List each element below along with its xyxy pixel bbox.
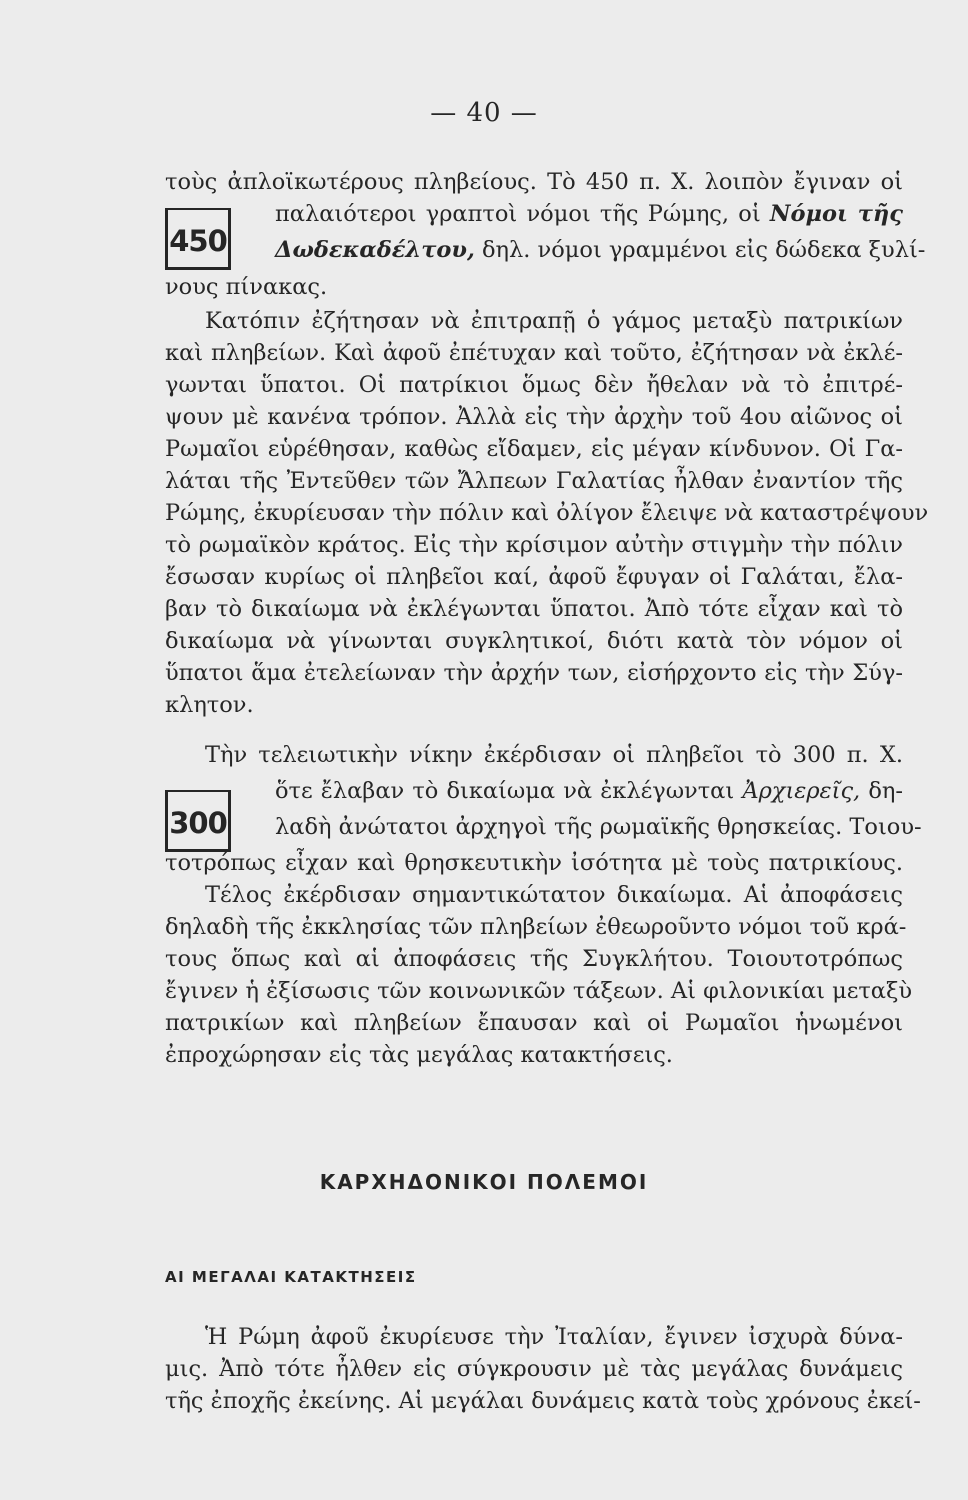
text-line: γωνται ὕπατοι. Οἱ πατρίκιοι ὅμως δὲν ἤθελαν νὰ τὸ ἐπιτρέ- [165,372,903,398]
text-line [275,235,926,265]
section-heading: ΑΙ ΜΕΓΑΛΑΙ ΚΑΤΑΚΤΗΣΕΙΣ [165,1268,417,1286]
text-line: ἔσωσαν κυρίως οἱ πληβεῖοι καί, ἀφοῦ ἔφυγαν οἱ Γαλάται, ἔλα- [165,564,903,590]
text-line: λάται τῆς Ἐντεῦθεν τῶν Ἄλπεων Γαλατίας ἦλθαν ἐναντίον τῆς [165,468,903,494]
text-line: δικαίωμα νὰ γίνωνται συγκλητικοί, διότι κατὰ τὸν νόμον οἱ [165,628,903,654]
emphasis-term: Δωδεκαδέλτου, [275,237,475,263]
text-line: τὸ ρωμαϊκὸν κράτος. Εἰς τὴν κρίσιμον αὐτὴν στιγμὴν τὴν πόλιν [165,532,903,558]
text-line: ψουν μὲ κανένα τρόπον. Ἀλλὰ εἰς τὴν ἀρχὴν τοῦ 4ου αἰῶνος οἱ [165,404,903,430]
text-line: ὕπατοι ἅμα ἐτελείωναν τὴν ἀρχήν των, εἰσήρχοντο εἰς τὴν Σύγ- [165,660,903,686]
text-line: Τὴν τελειωτικὴν νίκην ἐκέρδισαν οἱ πληβεῖοι τὸ 300 π. Χ. [205,742,903,768]
text-span: δη- [868,778,903,804]
text-line: βαν τὸ δικαίωμα νὰ ἐκλέγωνται ὕπατοι. Ἀπὸ τότε εἶχαν καὶ τὸ [165,596,903,622]
text-span: δηλ. νόμοι γραμμένοι εἰς δώδεκα ξυλί- [481,237,926,263]
text-line: τους ὅπως καὶ αἱ ἀποφάσεις τῆς Συγκλήτου. Τοιουτοτρόπως [165,946,903,972]
text-line: τοτρόπως εἶχαν καὶ θρησκευτικὴν ἰσότητα μὲ τοὺς πατρικίους. [165,850,903,876]
text-line: τῆς ἐποχῆς ἐκείνης. Αἱ μεγάλαι δυνάμεις κατὰ τοὺς χρόνους ἐκεί- [165,1388,921,1414]
emphasis-term: Νόμοι τῆς [769,201,903,227]
text-line: καὶ πληβείων. Καὶ ἀφοῦ ἐπέτυχαν καὶ τοῦτο, ἐζήτησαν νὰ ἐκλέ- [165,340,903,366]
year-box-300: 300 [165,790,231,852]
page-number: — 40 — [430,98,538,128]
text-line: μις. Ἀπὸ τότε ἦλθεν εἰς σύγκρουσιν μὲ τὰς μεγάλας δυνάμεις [165,1356,903,1382]
text-line: Τέλος ἐκέρδισαν σημαντικώτατον δικαίωμα. Αἱ ἀποφάσεις [205,882,903,908]
text-line [275,776,903,806]
text-line: κλητον. [165,692,254,718]
text-line: πατρικίων καὶ πληβείων ἔπαυσαν καὶ οἱ Ρωμαῖοι ἡνωμένοι [165,1010,903,1036]
text-line: ἔγινεν ἡ ἐξίσωσις τῶν κοινωνικῶν τάξεων. Αἱ φιλονικίαι μεταξὺ [165,978,913,1004]
text-line: τοὺς ἀπλοϊκωτέρους πληβείους. Τὸ 450 π. Χ. λοιπὸν ἔγιναν οἱ [165,169,903,195]
text-line: Ρωμαῖοι εὑρέθησαν, καθὼς εἴδαμεν, εἰς μέγαν κίνδυνον. Οἱ Γα- [165,436,903,462]
text-line: δηλαδὴ τῆς ἐκκλησίας τῶν πληβείων ἐθεωροῦντο νόμοι τοῦ κρά- [165,914,907,940]
year-box-450: 450 [165,208,231,270]
text-span: παλαιότεροι γραπτοὶ νόμοι τῆς Ρώμης, οἱ [275,201,761,227]
text-line: Ἡ Ρώμη ἀφοῦ ἐκυρίευσε τὴν Ἰταλίαν, ἔγινεν ἰσχυρὰ δύνα- [205,1324,903,1350]
text-line [275,199,903,229]
text-line: λαδὴ ἀνώτατοι ἀρχηγοὶ τῆς ρωμαϊκῆς θρησκείας. Τοιου- [275,814,922,840]
text-line: Κατόπιν ἐζήτησαν νὰ ἐπιτραπῇ ὁ γάμος μεταξὺ πατρικίων [205,308,903,334]
chapter-heading: ΚΑΡΧΗΔΟΝΙΚΟΙ ΠΟΛΕΜΟΙ [319,1170,649,1194]
emphasis-term: Ἀρχιερεῖς, [742,778,861,804]
text-span: ὅτε ἔλαβαν τὸ δικαίωμα νὰ ἐκλέγωνται [275,778,735,804]
text-line: ἐπροχώρησαν εἰς τὰς μεγάλας κατακτήσεις. [165,1042,673,1068]
text-line: νους πίνακας. [165,274,328,300]
text-line: Ρώμης, ἐκυρίευσαν τὴν πόλιν καὶ ὀλίγον ἔλειψε νὰ καταστρέψουν [165,500,929,526]
